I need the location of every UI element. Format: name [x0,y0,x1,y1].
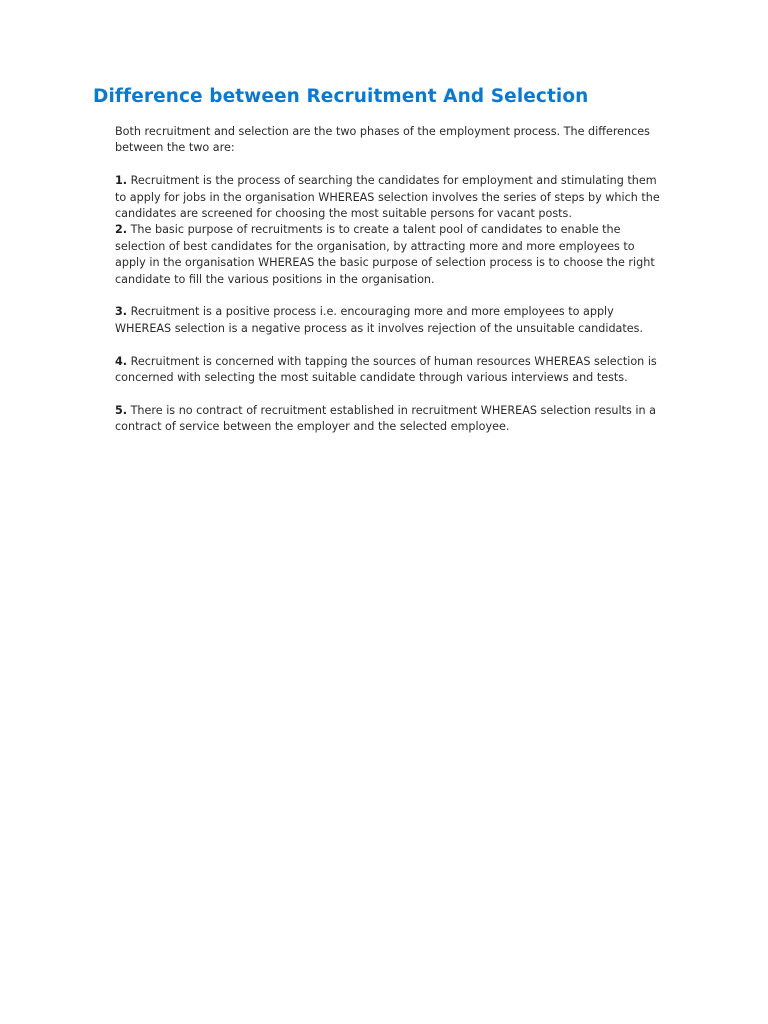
intro-paragraph: Both recruitment and selection are the two phases of the employment process. The differences between the two are: [115,125,651,155]
point-3 [115,304,660,337]
point-number: 3. [115,305,128,319]
point-number: 2. [115,223,128,237]
spacer [115,386,660,402]
page-title: Difference between Recruitment And Selection [93,86,589,107]
point-5 [115,403,660,436]
spacer [115,288,660,304]
point-number: 5. [115,403,128,417]
point-text: Recruitment is concerned with tapping the sources of human resources WHEREAS selection is concerned with selecting the most suitable candidate through various interviews and tests. [115,354,657,385]
point-1 [115,173,660,222]
point-number: 4. [115,354,128,368]
spacer [115,337,660,353]
point-text: The basic purpose of recruitments is to create a talent pool of candidates to enable the selection of best candidates for the organisation, by attracting more and more employees to apply in the organisation WHEREAS the basic purpose of selection process is to choose the right candidate to fill the various positions in the organisation. [115,223,655,286]
document-body [115,124,660,436]
point-number: 1. [115,174,128,188]
point-4 [115,354,660,387]
point-text: Recruitment is a positive process i.e. encouraging more and more employees to apply WHEREAS selection is a negative process as it involves rejection of the unsuitable candidates. [115,305,644,335]
spacer [115,157,660,173]
point-text: There is no contract of recruitment established in recruitment WHEREAS selection results in a contract of service between the employer and the selected employee. [115,403,656,434]
point-text: Recruitment is the process of searching the candidates for employment and stimulating them to apply for jobs in the organisation WHEREAS selection involves the series of steps by which the candidates are screened for choosing the most suitable persons for vacant posts. [115,174,660,221]
point-2 [115,222,660,288]
